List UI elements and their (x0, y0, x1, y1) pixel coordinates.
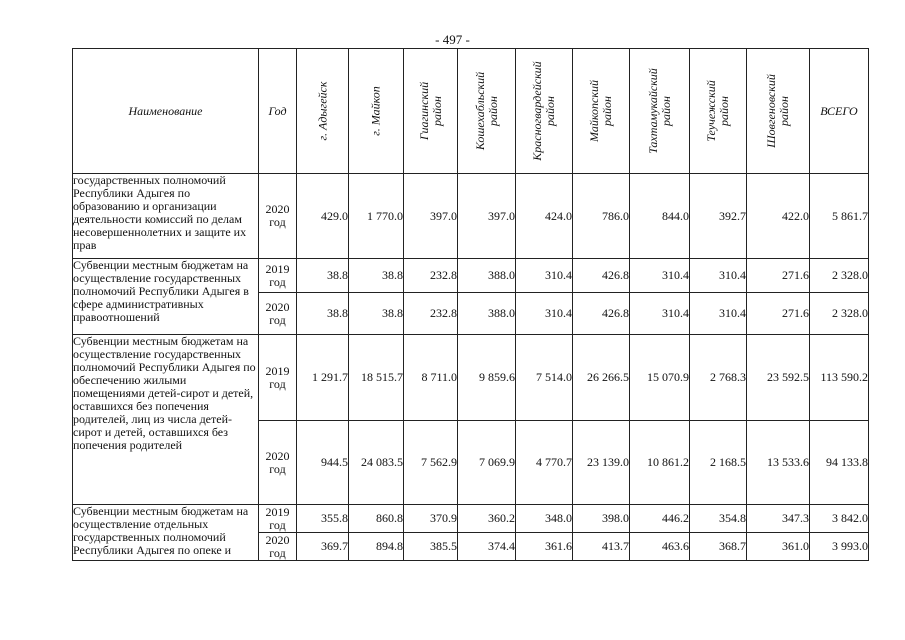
cell-value: 392.7 (690, 174, 747, 259)
row-year (259, 293, 297, 335)
cell-value: 369.7 (297, 533, 349, 561)
header-row (73, 49, 869, 174)
cell-value: 388.0 (458, 259, 516, 293)
cell-value: 361.0 (747, 533, 810, 561)
cell-value: 310.4 (516, 259, 573, 293)
cell-value: 310.4 (516, 293, 573, 335)
cell-value: 374.4 (458, 533, 516, 561)
cell-value: 310.4 (630, 259, 690, 293)
year-word: год (269, 274, 286, 289)
header-col-koshekhablsky (458, 49, 516, 174)
header-year: Год (259, 49, 297, 174)
header-col-adygeysk (297, 49, 349, 174)
cell-value: 446.2 (630, 505, 690, 533)
cell-value: 413.7 (573, 533, 630, 561)
cell-value: 232.8 (404, 293, 458, 335)
header-col-label: Шовгеновский район (764, 74, 791, 148)
cell-value: 310.4 (690, 259, 747, 293)
cell-value: 271.6 (747, 259, 810, 293)
cell-total: 3 842.0 (810, 505, 869, 533)
year-word: год (269, 461, 286, 476)
header-col-giaginsky (404, 49, 458, 174)
row-name: Субвенции местным бюджетам на осуществление государственных полномочий Республики Адыгея в сфере административных правоотношений (73, 259, 259, 335)
cell-value: 388.0 (458, 293, 516, 335)
cell-value: 23 139.0 (573, 421, 630, 505)
cell-value: 426.8 (573, 259, 630, 293)
header-col-label: Майкопский район (587, 80, 614, 142)
cell-value: 2 168.5 (690, 421, 747, 505)
year-number: 2019 (265, 504, 290, 519)
header-col-label: Теучежский район (704, 80, 731, 142)
cell-value: 38.8 (349, 293, 404, 335)
cell-value: 9 859.6 (458, 335, 516, 421)
year-word: год (269, 517, 286, 532)
cell-value: 10 861.2 (630, 421, 690, 505)
header-col-shovgenovsky (747, 49, 810, 174)
cell-value: 360.2 (458, 505, 516, 533)
cell-value: 368.7 (690, 533, 747, 561)
table-body (73, 174, 869, 561)
cell-value: 786.0 (573, 174, 630, 259)
cell-value: 944.5 (297, 421, 349, 505)
budget-table (72, 48, 869, 561)
cell-total: 5 861.7 (810, 174, 869, 259)
cell-value: 422.0 (747, 174, 810, 259)
cell-value: 310.4 (630, 293, 690, 335)
cell-value: 361.6 (516, 533, 573, 561)
cell-total: 2 328.0 (810, 259, 869, 293)
cell-total: 94 133.8 (810, 421, 869, 505)
table-row (73, 259, 869, 293)
table-row (73, 505, 869, 533)
cell-value: 398.0 (573, 505, 630, 533)
header-col-label: Красногвардейский район (530, 61, 557, 161)
year-number: 2020 (265, 532, 290, 547)
cell-value: 24 083.5 (349, 421, 404, 505)
cell-value: 1 770.0 (349, 174, 404, 259)
cell-value: 38.8 (297, 259, 349, 293)
cell-value: 15 070.9 (630, 335, 690, 421)
header-col-label: Тахтамукайский район (645, 68, 673, 154)
header-col-maykopsky (573, 49, 630, 174)
header-col-teuchezhsky (690, 49, 747, 174)
header-col-takhtamukaysky (630, 49, 690, 174)
cell-total: 3 993.0 (810, 533, 869, 561)
cell-value: 8 711.0 (404, 335, 458, 421)
cell-value: 7 514.0 (516, 335, 573, 421)
header-col-label: Кошехабльский район (472, 71, 500, 151)
table-row (73, 335, 869, 421)
year-number: 2019 (265, 261, 290, 276)
cell-value: 2 768.3 (690, 335, 747, 421)
cell-value: 271.6 (747, 293, 810, 335)
year-word: год (269, 215, 286, 229)
year-word: год (269, 376, 286, 391)
cell-value: 397.0 (404, 174, 458, 259)
cell-value: 424.0 (516, 174, 573, 259)
cell-value: 23 592.5 (747, 335, 810, 421)
cell-total: 113 590.2 (810, 335, 869, 421)
cell-value: 13 533.6 (747, 421, 810, 505)
row-name: Субвенции местным бюджетам на осуществление государственных полномочий Республики Адыгея по обеспечению жилыми помещениями детей-сирот и детей, оставшихся без попечения родителей, лиц из числа детей-сирот и детей, оставшихся без попечения родителей (73, 335, 259, 505)
row-year (259, 174, 297, 259)
row-name: государственных полномочий Республики Адыгея по образованию и организации деятельности комиссий по делам несовершеннолетних и защите их прав (73, 174, 259, 259)
cell-value: 355.8 (297, 505, 349, 533)
cell-value: 18 515.7 (349, 335, 404, 421)
header-col-label: г. Майкоп (368, 86, 383, 136)
cell-value: 1 291.7 (297, 335, 349, 421)
cell-value: 38.8 (349, 259, 404, 293)
header-col-krasnogvardeysky (516, 49, 573, 174)
cell-value: 860.8 (349, 505, 404, 533)
cell-value: 426.8 (573, 293, 630, 335)
cell-total: 2 328.0 (810, 293, 869, 335)
year-number: 2020 (265, 202, 290, 216)
header-col-label: Гиагинский район (416, 81, 444, 141)
year-word: год (269, 312, 286, 327)
header-col-maykop-city (349, 49, 404, 174)
cell-value: 429.0 (297, 174, 349, 259)
year-number: 2020 (265, 448, 290, 463)
cell-value: 397.0 (458, 174, 516, 259)
header-name: Наименование (73, 49, 259, 174)
year-word: год (269, 545, 286, 560)
year-number: 2020 (265, 299, 290, 314)
header-col-label: г. Адыгейск (315, 81, 329, 141)
cell-value: 347.3 (747, 505, 810, 533)
cell-value: 7 562.9 (404, 421, 458, 505)
year-number: 2019 (265, 363, 290, 378)
cell-value: 370.9 (404, 505, 458, 533)
cell-value: 232.8 (404, 259, 458, 293)
cell-value: 385.5 (404, 533, 458, 561)
cell-value: 4 770.7 (516, 421, 573, 505)
row-year (259, 505, 297, 533)
cell-value: 38.8 (297, 293, 349, 335)
cell-value: 894.8 (349, 533, 404, 561)
cell-value: 463.6 (630, 533, 690, 561)
table-row (73, 174, 869, 259)
cell-value: 844.0 (630, 174, 690, 259)
cell-value: 7 069.9 (458, 421, 516, 505)
cell-value: 348.0 (516, 505, 573, 533)
cell-value: 26 266.5 (573, 335, 630, 421)
row-year (259, 259, 297, 293)
row-year (259, 421, 297, 505)
cell-value: 310.4 (690, 293, 747, 335)
header-total: ВСЕГО (810, 49, 869, 174)
row-name: Субвенции местным бюджетам на осуществление отдельных государственных полномочий Республики Адыгея по опеке и (73, 505, 259, 561)
cell-value: 354.8 (690, 505, 747, 533)
row-year (259, 533, 297, 561)
row-year (259, 335, 297, 421)
page-number: - 497 - (435, 32, 470, 47)
